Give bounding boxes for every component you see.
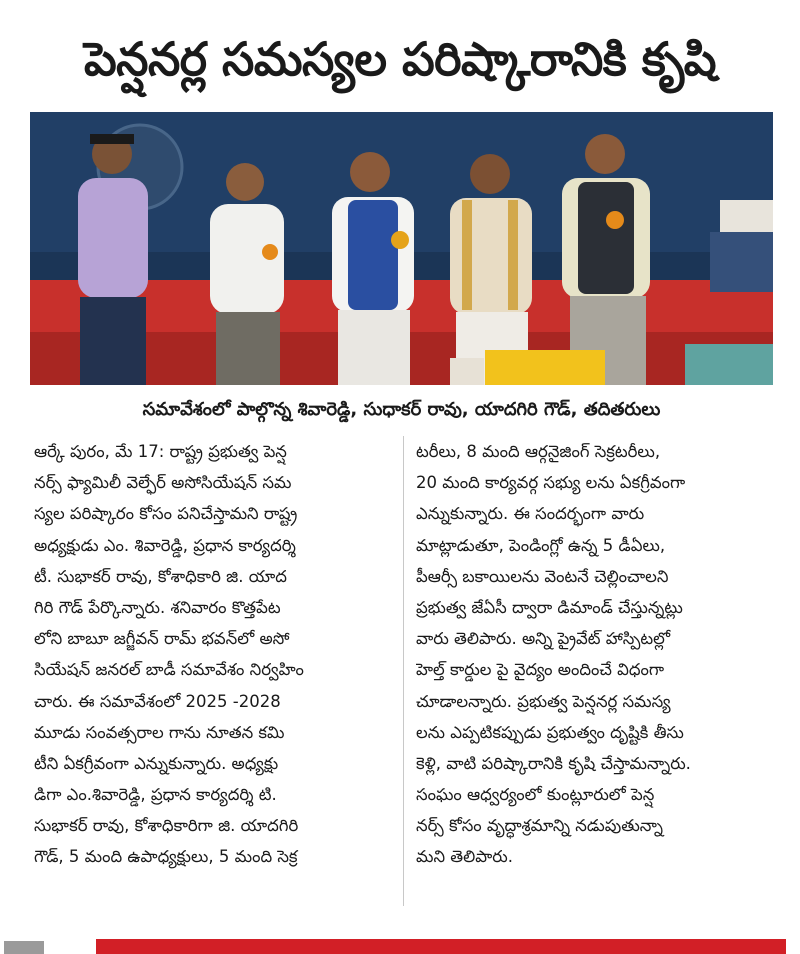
article-body-left-column — [34, 436, 394, 873]
body-line: ఎన్నుకున్నారు. ఈ సందర్భంగా వారు — [416, 504, 645, 524]
body-line: గౌడ్, 5 మంది ఉపాధ్యక్షులు, 5 మంది సెక్ర — [34, 847, 298, 867]
banner-red-block — [96, 939, 786, 954]
body-line: వారు తెలిపారు. అన్ని ప్రైవేట్ హాస్పిటల్లో — [416, 629, 671, 649]
body-line: మూడు సంవత్సరాల గాను నూతన కమి — [34, 722, 285, 742]
body-line: టీ. సుభాకర్ రావు, కోశాధికారి జి. యాద — [34, 566, 287, 586]
body-line: స్యల పరిష్కారం కోసం పనిచేస్తామని రాష్ట్ర — [34, 504, 298, 524]
body-line: అధ్యక్షుడు ఎం. శివారెడ్డి, ప్రధాన కార్యదర్శి — [34, 535, 296, 555]
article-body-right-column — [416, 436, 776, 873]
body-line: ఆర్కే పురం, మే 17: రాష్ట్ర ప్రభుత్వ పెన్ష — [34, 442, 287, 461]
body-line: టరీలు, 8 మంది ఆర్గనైజింగ్ సెక్రటరీలు, — [416, 442, 661, 461]
body-line: 20 మంది కార్యవర్గ సభ్యు లను ఏకగ్రీవంగా — [416, 473, 686, 493]
photo-caption: సమావేశంలో పాల్గొన్న శివారెడ్డి, సుధాకర్ రావు, యాదగిరి గౌడ్, తదితరులు — [142, 399, 661, 420]
body-line: చూడాలన్నారు. ప్రభుత్వ పెన్షనర్ల సమస్య — [416, 691, 671, 711]
body-line: నర్స్ ఫ్యామిలీ వెల్ఫేర్ అసోసియేషన్ సమ — [34, 473, 292, 493]
column-divider — [403, 436, 404, 906]
body-line: చారు. ఈ సమావేశంలో 2025 -2028 — [34, 691, 281, 711]
body-line: టీని ఏకగ్రీవంగా ఎన్నుకున్నారు. అధ్యక్షు — [34, 753, 279, 773]
body-line: మని తెలిపారు. — [416, 847, 513, 867]
article-headline: పెన్షనర్ల సమస్యల పరిష్కారానికి కృషి — [83, 32, 717, 86]
body-line: సంఘం ఆధ్వర్యంలో కుంట్లూరులో పెన్ష — [416, 785, 655, 805]
body-line: ప్రభుత్వ జేఏసీ ద్వారా డిమాండ్ చేస్తున్నట్లు — [416, 597, 683, 617]
body-line: నర్స్ కోసం వృద్ధాశ్రమాన్ని నడుపుతున్నా — [416, 816, 663, 836]
banner-grey-block — [4, 941, 44, 954]
body-line: గిరి గౌడ్ పేర్కొన్నారు. శనివారం కొత్తపేట — [34, 597, 281, 617]
body-line: లోని బాబూ జగ్జీవన్ రామ్ భవన్‌లో అసో — [34, 629, 290, 649]
body-line: పీఆర్సీ బకాయిలను వెంటనే చెల్లించాలని — [416, 566, 669, 586]
body-line: మాట్లాడుతూ, పెండింగ్లో ఉన్న 5 డీఏలు, — [416, 535, 666, 555]
body-line: సియేషన్ జనరల్ బాడీ సమావేశం నిర్వహిం — [34, 660, 304, 680]
body-line: సుభాకర్ రావు, కోశాధికారిగా జి. యాదగిరి — [34, 816, 299, 836]
body-line: హెల్త్ కార్డుల పై వైద్యం అందించే విధంగా — [416, 660, 665, 680]
body-line: లను ఎప్పటికప్పుడు ప్రభుత్వం దృష్టికి తీసు — [416, 722, 684, 742]
body-line: కెళ్లి, వాటి పరిష్కారానికి కృషి చేస్తామన్నారు. — [416, 753, 691, 773]
article-photo — [30, 112, 773, 385]
next-ad-banner-edge — [0, 935, 800, 954]
body-line: డిగా ఎం.శివారెడ్డి, ప్రధాన కార్యదర్శి టి. — [34, 785, 277, 805]
